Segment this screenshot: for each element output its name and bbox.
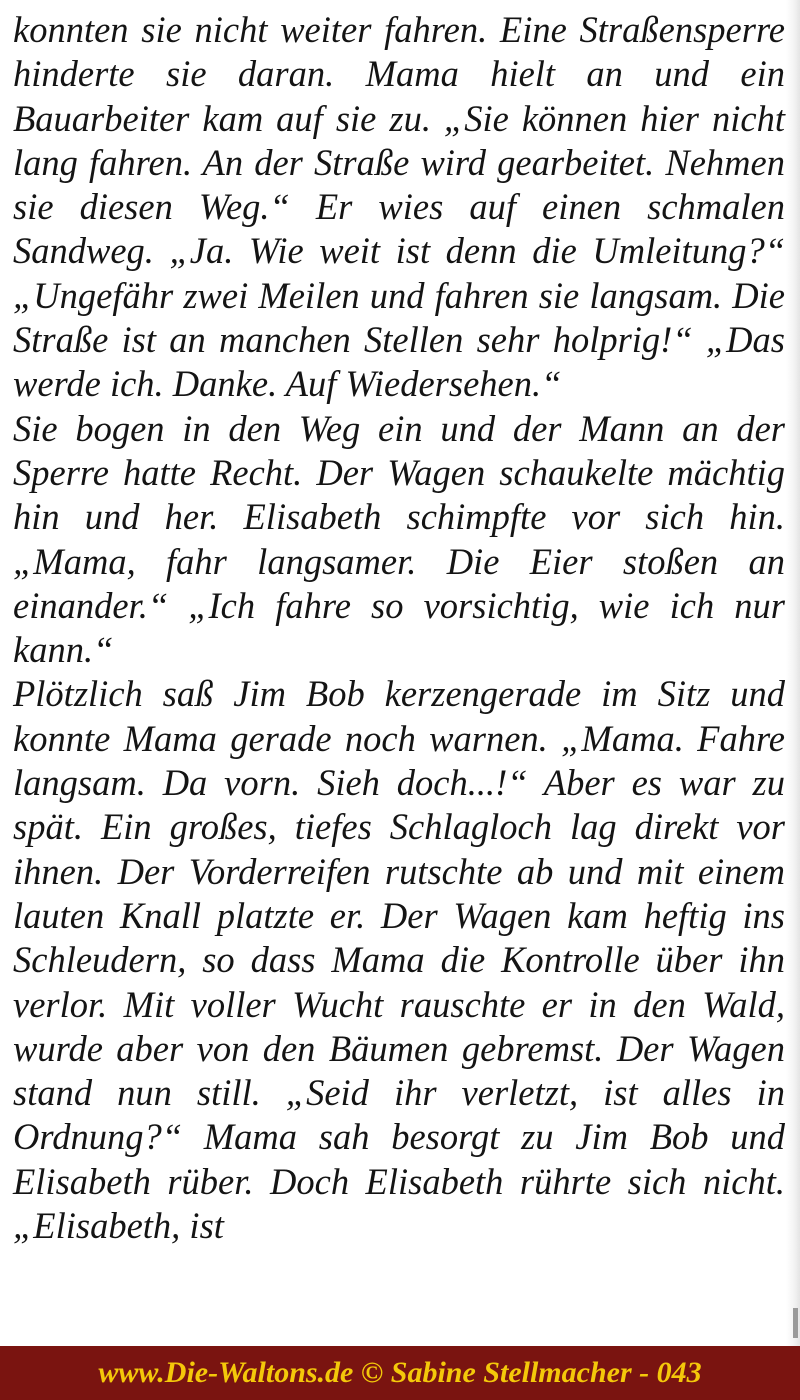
- footer-banner: [0, 1346, 800, 1400]
- paragraph-1: konnten sie nicht weiter fahren. Eine Straßensperre hinderte sie daran. Mama hielt an und ein Bauarbeiter kam auf sie zu. „Sie können hier nicht lang fahren. An der Straße wird gearbeitet. Nehmen sie diesen Weg.“ Er wies auf einen schmalen Sandweg. „Ja. Wie weit ist denn die Umleitung?“ „Ungefähr zwei Meilen und fahren sie langsam. Die Straße ist an manchen Stellen sehr holprig!“ „Das werde ich. Danke. Auf Wiedersehen.“: [13, 9, 785, 405]
- page-edge-shadow: [786, 0, 800, 1346]
- page-edge-mark: [793, 1308, 798, 1338]
- paragraph-3: Plötzlich saß Jim Bob kerzengerade im Sitz und konnte Mama gerade noch warnen. „Mama. Fahre langsam. Da vorn. Sieh doch...!“ Aber es war zu spät. Ein großes, tiefes Schlagloch lag direkt vor ihnen. Der Vorderreifen rutschte ab und mit einem lauten Knall platzte er. Der Wagen kam heftig ins Schleudern, so dass Mama die Kontrolle über ihn verlor. Mit voller Wucht rauschte er in den Wald, wurde aber von den Bäumen gebremst. Der Wagen stand nun still. „Seid ihr verletzt, ist alles in Ordnung?“ Mama sah besorgt zu Jim Bob und Elisabeth rüber. Doch Elisabeth rührte sich nicht. „Elisabeth, ist: [13, 673, 785, 1247]
- footer-copyright-text: www.Die-Waltons.de © Sabine Stellmacher - 043: [98, 1356, 702, 1389]
- page-text: [13, 8, 785, 1248]
- paragraph-2: Sie bogen in den Weg ein und der Mann an der Sperre hatte Recht. Der Wagen schaukelte mächtig hin und her. Elisabeth schimpfte vor sich hin. „Mama, fahr langsamer. Die Eier stoßen an einander.“ „Ich fahre so vorsichtig, wie ich nur kann.“: [13, 407, 785, 671]
